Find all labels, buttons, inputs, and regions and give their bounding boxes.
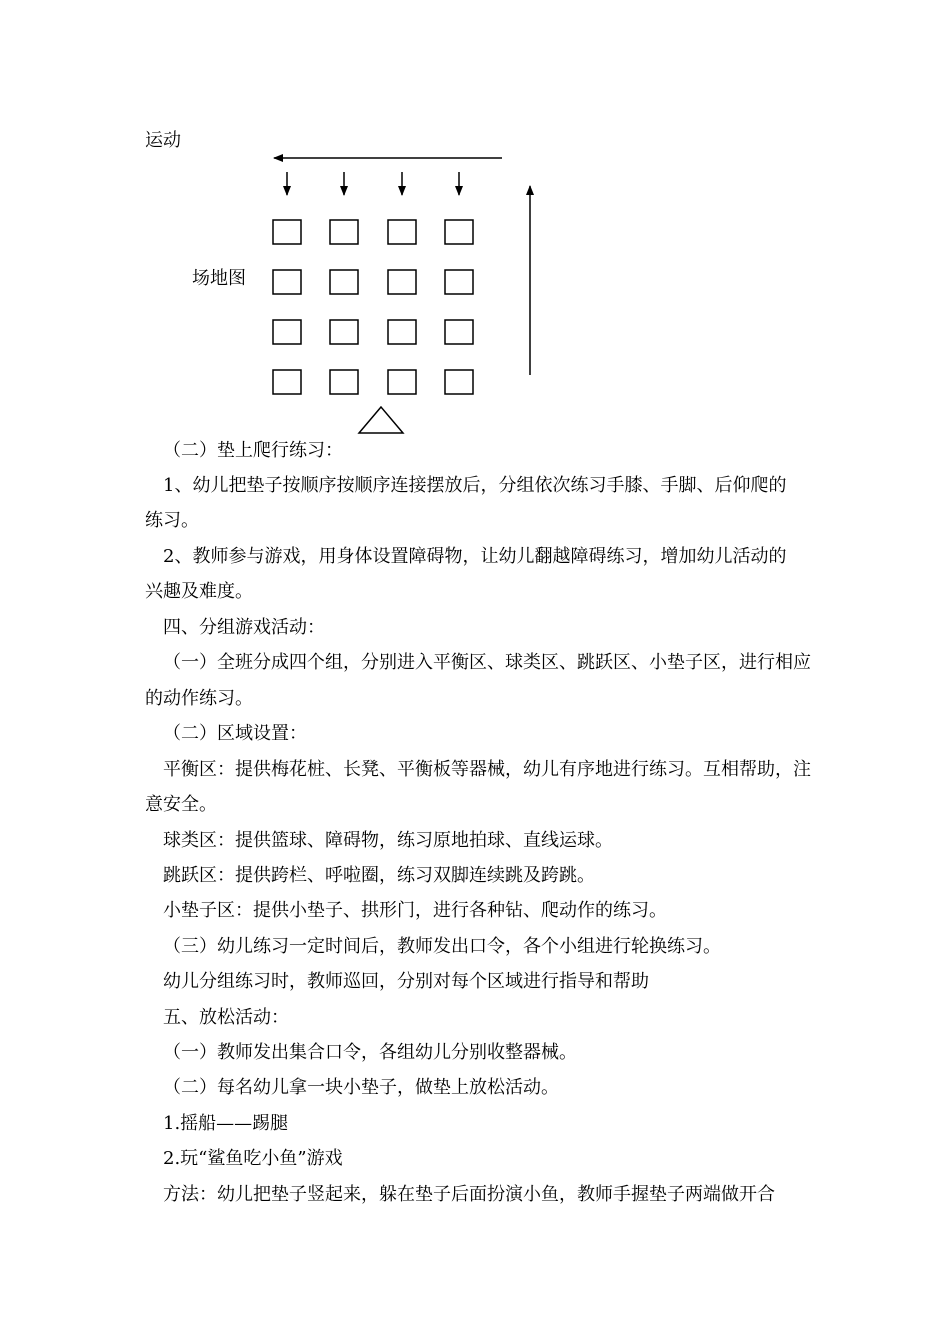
mat-square	[388, 220, 416, 244]
mat-square	[330, 270, 358, 294]
body-line: 球类区：提供篮球、障碍物，练习原地拍球、直线运球。	[163, 830, 613, 851]
body-line: （二）每名幼儿拿一块小垫子，做垫上放松活动。	[163, 1077, 559, 1098]
mat-square	[273, 220, 301, 244]
body-line: （三）幼儿练习一定时间后，教师发出口令，各个小组进行轮换练习。	[163, 936, 721, 957]
mat-grid	[273, 220, 473, 394]
mat-square	[273, 270, 301, 294]
teacher-triangle	[359, 407, 403, 433]
body-line: 的动作练习。	[145, 688, 253, 709]
body-line: 1.摇船——踢腿	[163, 1113, 289, 1134]
body-line: 2.玩“鲨鱼吃小鱼”游戏	[163, 1148, 343, 1169]
mat-square	[388, 320, 416, 344]
body-line: 跳跃区：提供跨栏、呼啦圈，练习双脚连续跳及跨跳。	[163, 865, 595, 886]
body-line: 1、幼儿把垫子按顺序按顺序连接摆放后，分组依次练习手膝、手脚、后仰爬的	[163, 475, 787, 496]
body-line: （二）垫上爬行练习：	[163, 440, 343, 461]
mat-square	[330, 220, 358, 244]
body-line: 2、教师参与游戏，用身体设置障碍物，让幼儿翻越障碍练习，增加幼儿活动的	[163, 546, 787, 567]
mat-square	[273, 370, 301, 394]
mat-square	[273, 320, 301, 344]
mat-square	[330, 370, 358, 394]
mat-square	[445, 270, 473, 294]
body-line: 平衡区：提供梅花桩、长凳、平衡板等器械，幼儿有序地进行练习。互相帮助，注	[163, 759, 811, 780]
body-line: 方法：幼儿把垫子竖起来，躲在垫子后面扮演小鱼，教师手握垫子两端做开合	[163, 1184, 775, 1205]
body-line: （一）全班分成四个组，分别进入平衡区、球类区、跳跃区、小垫子区，进行相应	[163, 652, 811, 673]
body-line: 五、放松活动：	[163, 1007, 289, 1028]
mat-square	[330, 320, 358, 344]
diagram-label: 场地图	[192, 268, 246, 289]
mat-square	[388, 370, 416, 394]
body-line: 幼儿分组练习时，教师巡回，分别对每个区域进行指导和帮助	[163, 971, 649, 992]
mat-square	[445, 220, 473, 244]
field-diagram	[0, 0, 950, 450]
mat-square	[388, 270, 416, 294]
mat-square	[445, 320, 473, 344]
section-label: 运动	[145, 130, 181, 151]
mat-square	[445, 370, 473, 394]
body-line: 练习。	[145, 510, 199, 531]
body-line: （一）教师发出集合口令，各组幼儿分别收整器械。	[163, 1042, 577, 1063]
body-line: （二）区域设置：	[163, 723, 307, 744]
body-line: 小垫子区：提供小垫子、拱形门，进行各种钻、爬动作的练习。	[163, 900, 667, 921]
body-line: 四、分组游戏活动：	[163, 617, 325, 638]
body-line: 意安全。	[145, 794, 217, 815]
body-line: 兴趣及难度。	[145, 581, 253, 602]
